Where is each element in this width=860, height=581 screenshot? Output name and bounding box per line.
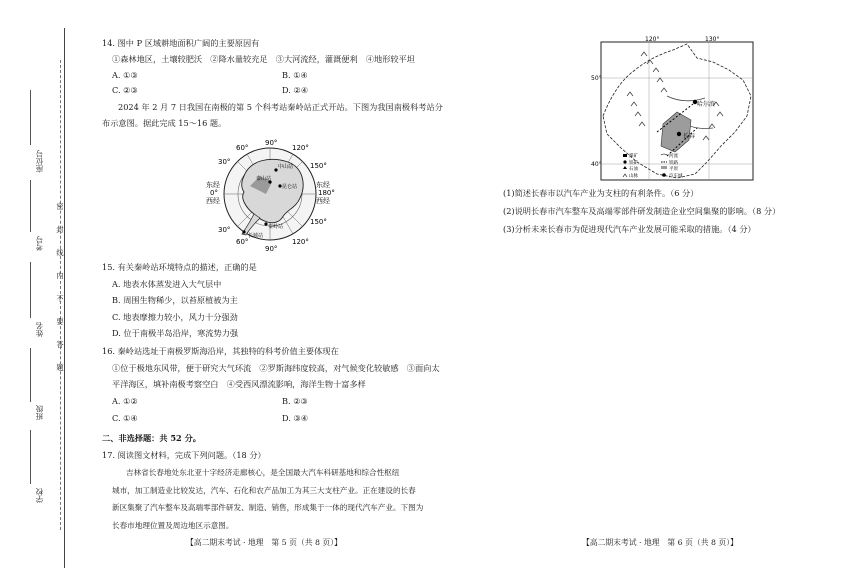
map-label-180: 180° — [318, 189, 335, 197]
map-label-120w: 120° — [292, 238, 309, 246]
class-field — [30, 348, 31, 402]
q16-choice-d: D. ③④ — [282, 413, 309, 423]
map-label-60: 60° — [236, 144, 249, 152]
map2-city-1: 哈尔滨 — [697, 101, 716, 108]
antarctic-stations-map — [200, 136, 340, 252]
station-label-5: 长城站 — [248, 233, 264, 239]
exam-number-label: 考号 — [35, 236, 44, 251]
map-label-30w: 30° — [218, 226, 231, 234]
legend-item-7: 平原 — [669, 167, 678, 172]
q16-options-line-2: 平洋海区，填补南极考察空白 ④受西风漂流影响，海洋生物十富多样 — [112, 379, 366, 389]
footer-page-6: 【高二期末考试 · 地理 第 6 页（共 8 页）】 — [582, 538, 738, 547]
q14-choice-a: A. ①③ — [112, 70, 138, 80]
q14-choice-b: B. ①④ — [282, 70, 308, 80]
legend-item-5: 河流 — [669, 154, 678, 159]
seat-number-field — [30, 90, 31, 145]
station-label-3: 昆仑站 — [282, 184, 298, 190]
map2-city-2: 长春 — [683, 133, 696, 140]
map-label-60w: 60° — [236, 238, 249, 246]
map2-label-130: 130° — [705, 36, 720, 43]
legend-item-6: 铁路 — [669, 161, 678, 166]
map-label-0: 0° — [210, 189, 218, 197]
q15-stem: 15. 有关秦岭站环境特点的描述，正确的是 — [102, 262, 257, 272]
q16-stem: 16. 秦岭站选址于南极罗斯海沿岸，其独特的科考价值主要体现在 — [102, 346, 339, 356]
q16-choice-c: C. ①④ — [112, 413, 138, 423]
q16-choice-a: A. ①② — [112, 396, 138, 406]
q17-para-line-1: 吉林省长春地处东北亚十字经济走廊核心，是全国最大汽车科研基地和综合性枢纽 — [126, 468, 400, 477]
q16-choice-b: B. ②③ — [282, 396, 308, 406]
map2-label-50: 50° — [591, 75, 602, 82]
map-label-120: 120° — [292, 144, 309, 152]
exam-number-field — [30, 180, 31, 232]
footer-page-5: 【高二期末考试 · 地理 第 5 页（共 8 页）】 — [186, 538, 342, 547]
q15-choice-d: D. 位于南极半岛沿岸，寒流势力强 — [112, 328, 239, 338]
map-label-east-lon: 东经 — [206, 181, 220, 189]
q14-options: ①森林地区，土壤较肥沃 ②降水量较充足 ③大河流经，灌溉便利 ④地形较平坦 — [112, 54, 415, 64]
name-field — [30, 262, 31, 318]
binding-warning: 密封线内不要答题 — [56, 202, 64, 372]
q16-options-line-1: ①位于极地东风带，便于研究大气环流 ②罗斯海纬度较高，对气候变化较敏感 ③面向太 — [112, 363, 440, 373]
map-label-90-bottom: 90° — [265, 245, 278, 253]
legend-item-2: 铁矿 — [629, 161, 638, 166]
q17-part-2: (2)说明长春市汽车整车及高端零部件研发制造企业空间集聚的影响。（8 分） — [503, 206, 781, 216]
q17-para-line-2: 城市，加工制造业比较发达，汽车、石化和农产品加工为其三大支柱产业。正在建设的长春 — [112, 486, 416, 495]
q15-choice-a: A. 地表水体蒸发进入大气层中 — [112, 279, 222, 289]
legend-item-8: 汽车城 — [669, 174, 683, 179]
map-label-150: 150° — [310, 162, 327, 170]
q14-choice-d: D. ②④ — [282, 85, 309, 95]
seat-number-label: 座位号 — [35, 150, 44, 173]
q14-choice-c: C. ②③ — [112, 85, 138, 95]
map-label-west-lon-right: 西经 — [316, 197, 330, 205]
map-label-90-top: 90° — [265, 139, 278, 147]
station-label-2: 泰山站 — [256, 176, 272, 182]
legend-item-4: 山脉 — [629, 174, 638, 179]
q17-para-line-3: 新区集聚了汽车整车及高端零部件研发、制造、销售，形成集于一体的现代汽车产业。下图为 — [112, 503, 424, 512]
q17-part-1: (1)简述长春市以汽车产业为支柱的有利条件。（6 分） — [503, 188, 699, 198]
map-label-east-lon-right: 东经 — [316, 181, 330, 189]
map-label-west-lon: 西经 — [206, 197, 220, 205]
q15-choice-b: B. 周围生物稀少，以苔原植被为主 — [112, 295, 238, 305]
q17-para-line-4: 长春市地理位置及周边地区示意图。 — [112, 521, 234, 530]
section-2-heading: 二、非选择题：共 52 分。 — [102, 433, 201, 443]
intro-line-2: 布示意图。据此完成 15～16 题。 — [102, 118, 227, 128]
class-label: 班级 — [35, 405, 44, 420]
map-label-150w: 150° — [310, 218, 327, 226]
q17-part-3: (3)分析未来长春市为促进现代汽车产业发展可能采取的措施。（4 分） — [503, 224, 756, 234]
q17-stem: 17. 阅读图文材料，完成下列问题。（18 分） — [102, 450, 266, 460]
legend-item-3: 石油 — [629, 167, 638, 172]
q14-stem: 14. 图中 P 区域耕地面积广阔的主要原因有 — [102, 38, 260, 48]
station-label-4: 秦岭站 — [268, 224, 284, 230]
intro-line-1: 2024 年 2 月 7 日我国在南极的第 5 个科考站秦岭站正式开站。下图为我国南极科考站分 — [118, 102, 443, 112]
map2-label-40: 40° — [591, 161, 602, 168]
map2-label-120: 120° — [645, 36, 660, 43]
changchun-location-map — [591, 36, 757, 184]
name-label: 姓名 — [35, 322, 44, 337]
map-label-30: 30° — [218, 158, 231, 166]
legend-item-1: 煤矿 — [629, 154, 638, 159]
school-label: 学校 — [35, 488, 44, 503]
station-label-1: 中山站 — [278, 164, 294, 170]
school-field — [30, 430, 31, 484]
q15-choice-c: C. 地表摩擦力较小，风力十分强劲 — [112, 312, 238, 322]
